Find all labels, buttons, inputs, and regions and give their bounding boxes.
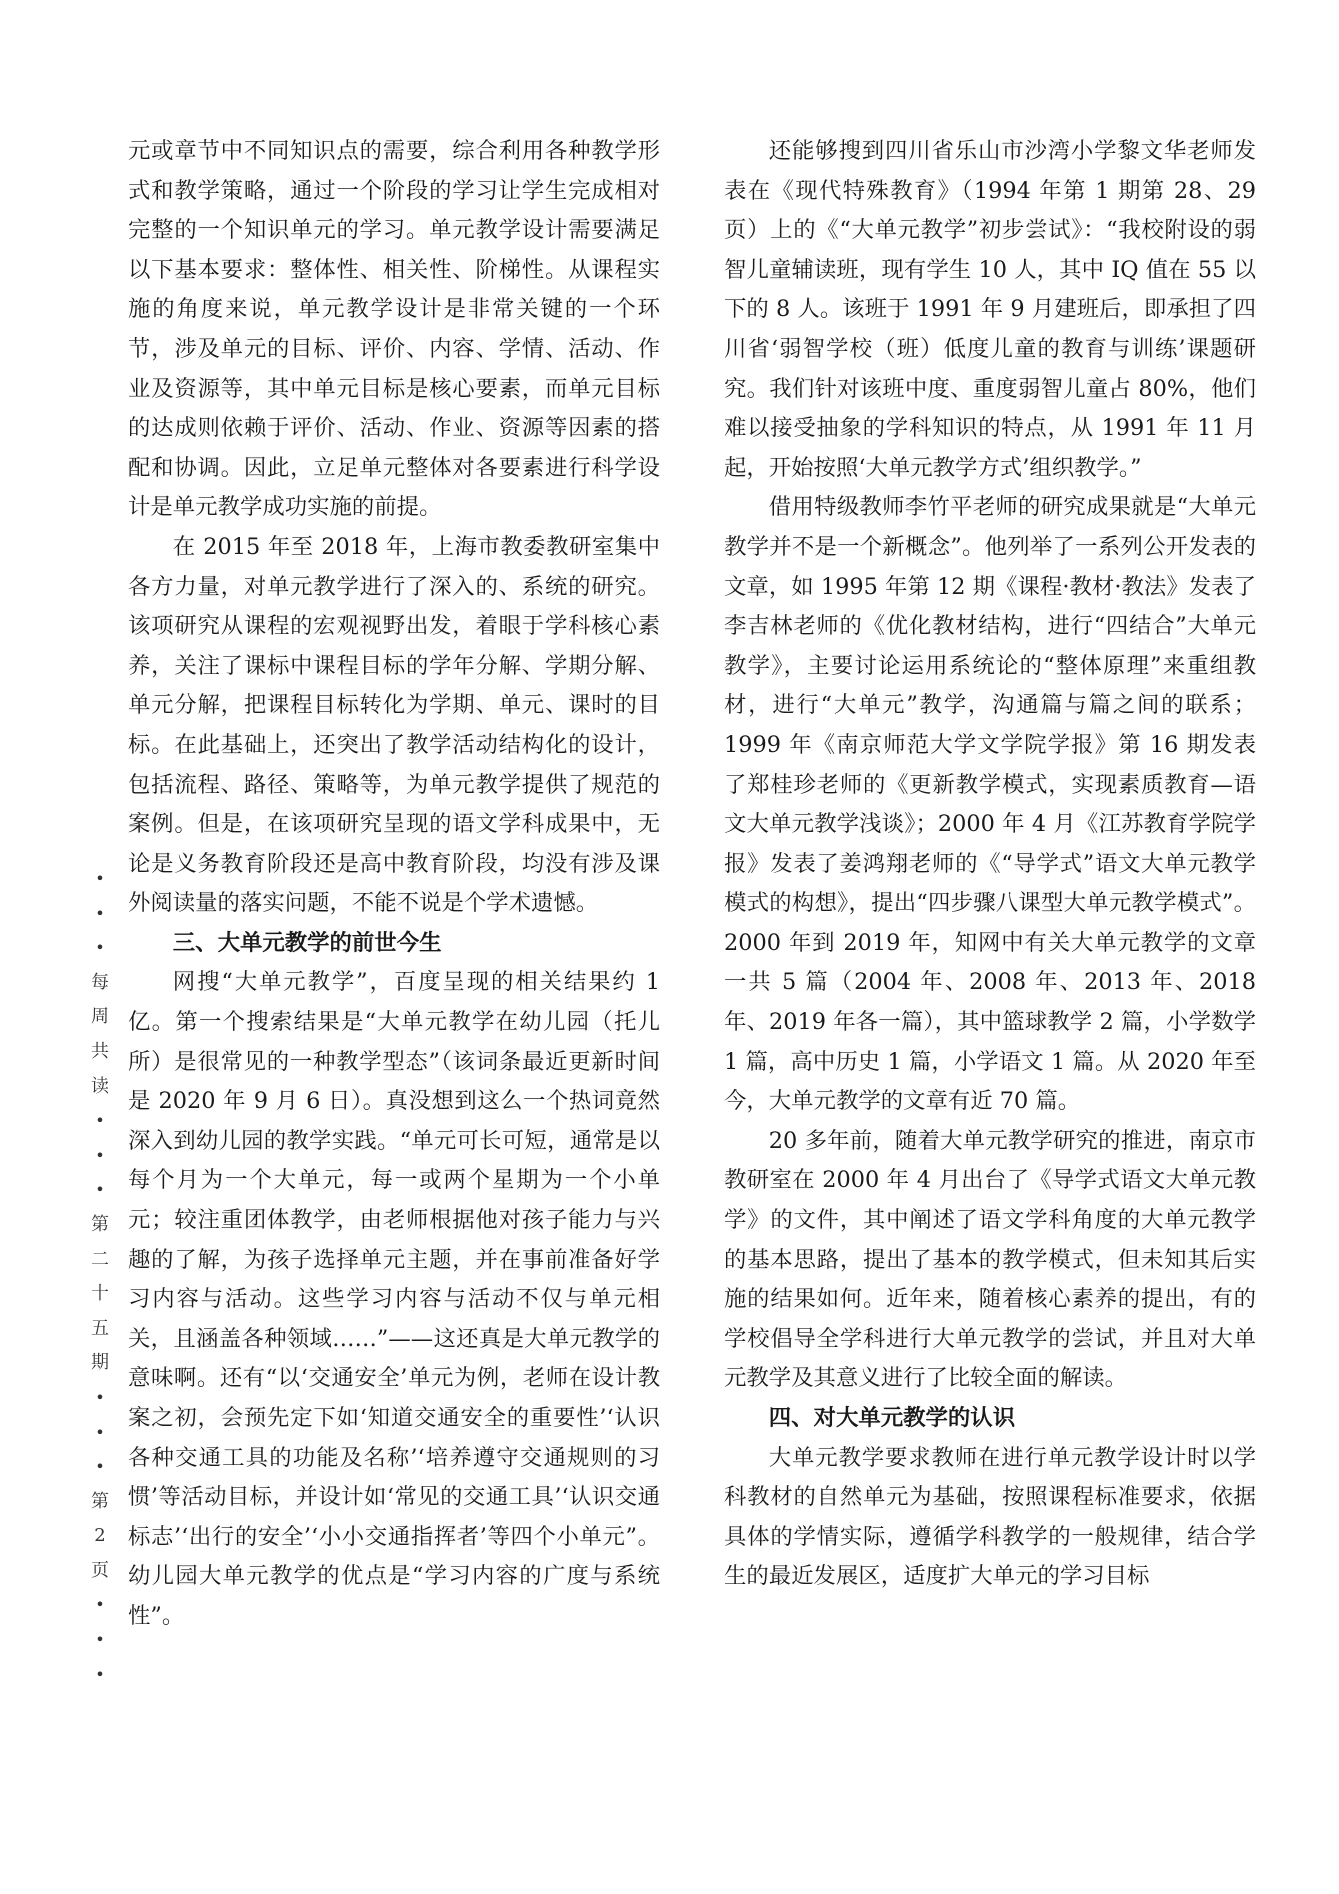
margin-dot: •	[95, 869, 105, 888]
margin-char: 十	[91, 1283, 109, 1305]
running-margin-label	[88, 862, 112, 1692]
margin-dot: •	[95, 1111, 105, 1131]
paragraph-understanding-big-unit: 大单元教学要求教师在进行单元教学设计时以学科教材的自然单元为基础，按照课程标准要求，依据具体的学情实际，遵循学科教学的一般规律，结合学生的最近发展区，适度扩大单元的学习目标	[724, 1444, 1256, 1590]
margin-char: 共	[91, 1040, 109, 1062]
left-column	[128, 132, 660, 1637]
section-heading-3: 三、大单元教学的前世今生	[172, 929, 442, 956]
paragraph-unit-design-requirements: 元或章节中不同知识点的需要，综合利用各种教学形式和教学策略，通过一个阶段的学习让学生完成相对完整的一个知识单元的学习。单元教学设计需要满足以下基本要求：整体性、相关性、阶梯性。从课程实施的角度来说，单元教学设计是非常关键的一个环节，涉及单元的目标、评价、内容、学情、活动、作业及资源等，其中单元目标是核心要素，而单元目标的达成则依赖于评价、活动、作业、资源等因素的搭配和协调。因此，立足单元整体对各要素进行科学设计是单元教学成功实施的前提。	[128, 138, 660, 521]
right-column	[724, 132, 1256, 1597]
margin-dot: •	[95, 1180, 105, 1200]
margin-char: 每	[91, 971, 109, 993]
margin-dot: •	[95, 1457, 105, 1477]
margin-char: 周	[91, 1006, 109, 1028]
margin-char: 期	[91, 1352, 109, 1374]
margin-dot: •	[95, 1387, 105, 1407]
margin-char: 2	[94, 1525, 106, 1547]
paragraph-nanjing-research-office: 20 多年前，随着大单元教学研究的推进，南京市教研室在 2000 年 4 月出台了《导学式语文大单元教学》的文件，其中阐述了语文学科角度的大单元教学的基本思路，提出了基本的教学模式，但未知其后实施的结果如何。近年来，随着核心素养的提出，有的学校倡导全学科进行大单元教学的尝试，并且对大单元教学及其意义进行了比较全面的解读。	[724, 1127, 1256, 1392]
margin-dot: •	[95, 1664, 105, 1684]
margin-dot: •	[95, 1595, 105, 1615]
margin-dot: •	[95, 1630, 105, 1650]
margin-char: 页	[91, 1559, 109, 1581]
paragraph-web-search-kindergarten: 网搜“大单元教学”，百度呈现的相关结果约 1 亿。第一个搜索结果是“大单元教学在幼儿园（托儿所）是很常见的一种教学型态”（该词条最近更新时间是 2020 年 9 月 6 日）。真没想到这么一个热词竟然深入到幼儿园的教学实践。“单元可长可短，通常是以每个月为一个大单元，每一或两个星期为一个小单元；较注重团体教学，由老师根据他对孩子能力与兴趣的了解，为孩子选择单元主题，并在事前准备好学习内容与活动。这些学习内容与活动不仅与单元相关，且涵盖各种领域……”——这还真是大单元教学的意味啊。还有“以‘交通安全’单元为例，老师在设计教案之初，会预先定下如‘知道交通安全的重要性’‘认识各种交通工具的功能及名称’‘培养遵守交通规则的习惯’等活动目标，并设计如‘常见的交通工具’‘认识交通标志’‘出行的安全’‘小小交通指挥者’等四个小单元”。幼儿园大单元教学的优点是“学习内容的广度与系统性”。	[128, 969, 660, 1629]
margin-char: 五	[91, 1317, 109, 1339]
section-heading-4: 四、对大单元教学的认识	[768, 1405, 1016, 1431]
margin-char: 读	[91, 1075, 109, 1097]
margin-dot: •	[95, 903, 105, 923]
margin-char: 第	[91, 1213, 109, 1235]
paragraph-shanghai-research: 在 2015 年至 2018 年，上海市教委教研室集中各方力量，对单元教学进行了深入的、系统的研究。该项研究从课程的宏观视野出发，着眼于学科核心素养，关注了课标中课程目标的学年分解、学期分解、单元分解，把课程目标转化为学期、单元、课时的目标。在此基础上，还突出了教学活动结构化的设计，包括流程、路径、策略等，为单元教学提供了规范的案例。但是，在该项研究呈现的语文学科成果中，无论是义务教育阶段还是高中教育阶段，均没有涉及课外阅读量的落实问题，不能不说是个学术遗憾。	[128, 533, 660, 917]
margin-char: 第	[91, 1490, 109, 1512]
margin-char: 二	[91, 1248, 109, 1270]
paragraph-li-zhuping-research: 借用特级教师李竹平老师的研究成果就是“大单元教学并不是一个新概念”。他列举了一系列公开发表的文章，如 1995 年第 12 期《课程·教材·教法》发表了李吉林老师的《优化教材结构，进行“四结合”大单元教学》，主要讨论运用系统论的“整体原理”来重组教材，进行“大单元”教学，沟通篇与篇之间的联系；1999 年《南京师范大学文学院学报》第 16 期发表了郑桂珍老师的《更新教学模式，实现素质教育—语文大单元教学浅谈》；2000 年 4 月《江苏教育学院学报》发表了姜鸿翔老师的《“导学式”语文大单元教学模式的构想》，提出“四步骤八课型大单元教学模式”。2000 年到 2019 年，知网中有关大单元教学的文章一共 5 篇（2004 年、2008 年、2013 年、2018 年、2019 年各一篇），其中篮球教学 2 篇，小学数学 1 篇，高中历史 1 篇，小学语文 1 篇。从 2020 年至今，大单元教学的文章有近 70 篇。	[724, 494, 1256, 1115]
margin-dot: •	[95, 1422, 105, 1442]
margin-dot: •	[95, 938, 105, 958]
margin-dot: •	[95, 1145, 105, 1165]
paragraph-sichuan-special-education: 还能够搜到四川省乐山市沙湾小学黎文华老师发表在《现代特殊教育》（1994 年第 1 期第 28、29 页）上的《“大单元教学”初步尝试》：“我校附设的弱智儿童辅读班，现有学生 10 人，其中 IQ 值在 55 以下的 8 人。该班于 1991 年 9 月建班后，即承担了四川省‘弱智学校（班）低度儿童的教育与训练’课题研究。我们针对该班中度、重度弱智儿童占 80%，他们难以接受抽象的学科知识的特点，从 1991 年 11 月起，开始按照‘大单元教学方式’组织教学。”	[724, 138, 1256, 481]
